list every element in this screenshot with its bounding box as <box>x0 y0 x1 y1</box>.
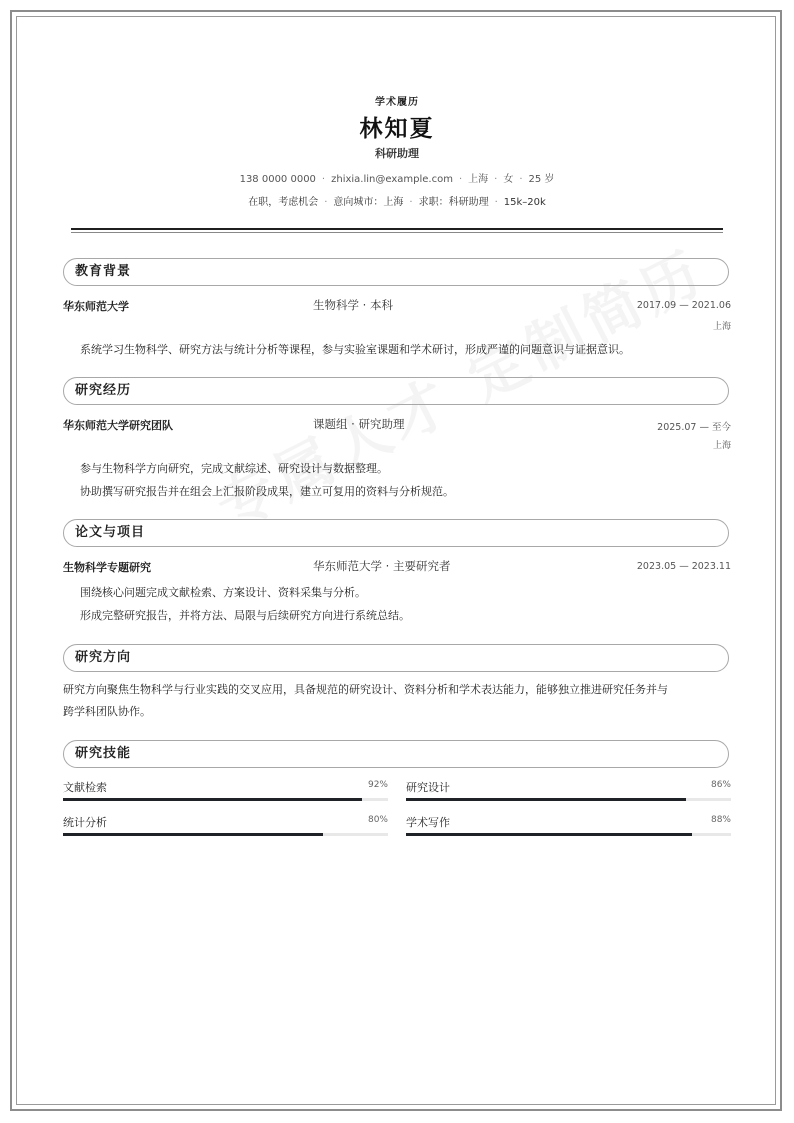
section-research-heading: 研究经历 <box>63 377 729 405</box>
skill-bar-track <box>63 798 388 801</box>
skill-bar-fill <box>63 798 362 801</box>
target-city: 意向城市：上海 <box>333 197 404 208</box>
skill-name: 文献检索 <box>63 781 107 794</box>
project-bullet: 围绕核心问题完成文献检索、方案设计、资料采集与分析。 <box>80 586 366 599</box>
skill-bar-fill <box>63 833 323 836</box>
research-bullet: 协助撰写研究报告并在组会上汇报阶段成果，建立可复用的资料与分析规范。 <box>80 485 454 498</box>
skill-name: 研究设计 <box>406 781 450 794</box>
header-divider-thin <box>71 232 723 233</box>
candidate-name: 林知夏 <box>359 116 435 142</box>
research-role: 课题组 · 研究助理 <box>313 417 405 431</box>
age: 25 岁 <box>528 174 555 185</box>
research-date: 2025.07 — 至今 <box>657 422 731 433</box>
skill-bar-track <box>406 833 731 836</box>
candidate-title: 科研助理 <box>375 147 419 160</box>
education-major: 生物科学 · 本科 <box>313 298 393 312</box>
project-name: 生物科学专题研究 <box>63 561 151 574</box>
direction-line: 研究方向聚焦生物科学与行业实践的交叉应用，具备规范的研究设计、资料分析和学术表达能力，能够独立推进研究任务并与 <box>63 683 668 696</box>
document-type: 学术履历 <box>375 97 419 108</box>
direction-text <box>63 679 735 723</box>
job-status: 在职，考虑机会 <box>248 197 319 208</box>
gender: 女 <box>503 174 514 185</box>
skill-percent: 80% <box>367 815 388 825</box>
direction-line: 跨学科团队协作。 <box>63 705 151 718</box>
phone-number: 138 0000 0000 <box>239 174 316 185</box>
research-bullet: 参与生物科学方向研究，完成文献综述、研究设计与数据整理。 <box>80 462 388 475</box>
skill-bar-fill <box>406 798 686 801</box>
project-bullet: 形成完整研究报告，并将方法、局限与后续研究方向进行系统总结。 <box>80 609 410 622</box>
project-role: 华东师范大学 · 主要研究者 <box>313 559 451 573</box>
education-description: 系统学习生物科学、研究方法与统计分析等课程，参与实验室课题和学术研讨，形成严谨的问题意识与证据意识。 <box>80 343 630 356</box>
skill-bar-fill <box>406 833 692 836</box>
job-intent-line: 在职，考虑机会 · 意向城市：上海 · 求职：科研助理 · 15k–20k <box>248 197 546 208</box>
research-location: 上海 <box>712 441 731 451</box>
skill-name: 统计分析 <box>63 816 107 829</box>
email-address[interactable]: zhixia.lin@example.com <box>331 174 453 185</box>
section-education-heading: 教育背景 <box>63 258 729 286</box>
current-city: 上海 <box>468 174 489 185</box>
skill-percent: 86% <box>710 780 731 790</box>
education-school: 华东师范大学 <box>63 300 129 313</box>
skill-percent: 92% <box>367 780 388 790</box>
target-job: 求职：科研助理 <box>418 197 489 208</box>
education-date: 2017.09 — 2021.06 <box>636 300 731 311</box>
skill-name: 学术写作 <box>406 816 450 829</box>
research-org: 华东师范大学研究团队 <box>63 419 173 432</box>
education-location: 上海 <box>712 322 731 332</box>
header-divider <box>71 228 723 230</box>
section-direction-heading: 研究方向 <box>63 644 729 672</box>
project-date: 2023.05 — 2023.11 <box>636 561 731 572</box>
expected-salary: 15k–20k <box>503 197 546 208</box>
skill-bar-track <box>63 833 388 836</box>
contact-line: 138 0000 0000 · zhixia.lin@example.com · 上海 · 女 · 25 岁 <box>239 174 555 185</box>
section-papers-heading: 论文与项目 <box>63 519 729 547</box>
skill-bar-track <box>406 798 731 801</box>
section-skills-heading: 研究技能 <box>63 740 729 768</box>
skill-percent: 88% <box>710 815 731 825</box>
